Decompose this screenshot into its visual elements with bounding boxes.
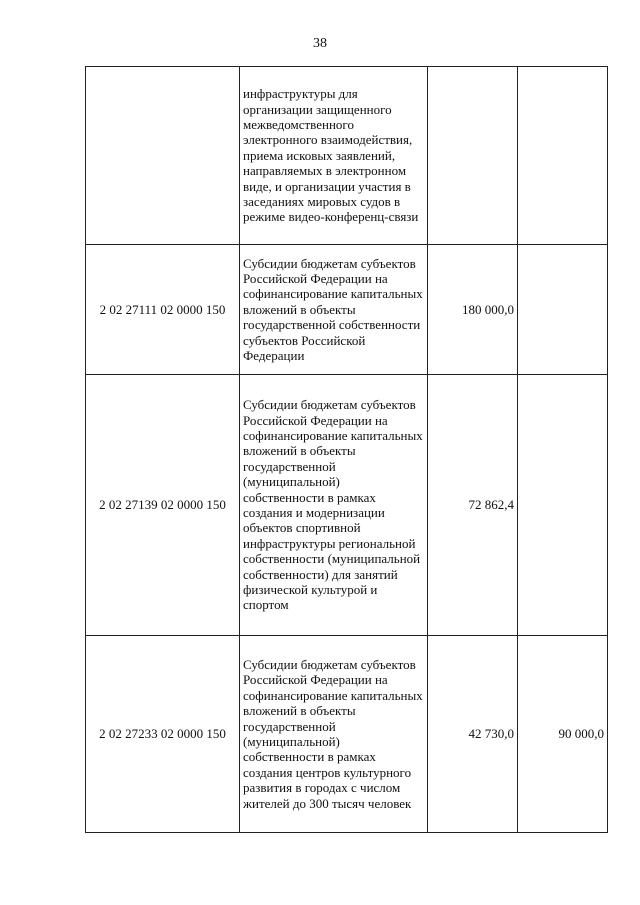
amount-cell-2 bbox=[518, 245, 608, 375]
description-cell: инфраструктуры для организации защищенного межведомственного электронного взаимодействия, приема исковых заявлений, направляемых в электронном виде, и организации участия в заседаниях мировых судов в режиме видео-конференц-связи bbox=[240, 67, 428, 245]
description-cell: Субсидии бюджетам субъектов Российской Федерации на софинансирование капитальных вложений в объекты государственной собственности субъектов Российской Федерации bbox=[240, 245, 428, 375]
table-row bbox=[86, 375, 608, 636]
amount-cell-2 bbox=[518, 67, 608, 245]
budget-table bbox=[85, 66, 608, 833]
table-row bbox=[86, 67, 608, 245]
amount-cell-1: 42 730,0 bbox=[428, 636, 518, 833]
budget-code-cell: 2 02 27111 02 0000 150 bbox=[86, 245, 240, 375]
description-cell: Субсидии бюджетам субъектов Российской Федерации на софинансирование капитальных вложений в объекты государственной (муниципальной) собственности в рамках создания и модернизации объектов спортивной инфраструктуры региональной собственности (муниципальной собственности) для занятий физической культурой и спортом bbox=[240, 375, 428, 636]
amount-cell-2: 90 000,0 bbox=[518, 636, 608, 833]
amount-cell-1: 72 862,4 bbox=[428, 375, 518, 636]
budget-code-cell bbox=[86, 67, 240, 245]
table-row bbox=[86, 636, 608, 833]
budget-code-cell: 2 02 27233 02 0000 150 bbox=[86, 636, 240, 833]
page-number: 38 bbox=[313, 36, 327, 51]
amount-cell-1 bbox=[428, 67, 518, 245]
description-cell: Субсидии бюджетам субъектов Российской Федерации на софинансирование капитальных вложений в объекты государственной (муниципальной) собственности в рамках создания центров культурного развития в городах с числом жителей до 300 тысяч человек bbox=[240, 636, 428, 833]
table-row bbox=[86, 245, 608, 375]
amount-cell-1: 180 000,0 bbox=[428, 245, 518, 375]
amount-cell-2 bbox=[518, 375, 608, 636]
budget-code-cell: 2 02 27139 02 0000 150 bbox=[86, 375, 240, 636]
